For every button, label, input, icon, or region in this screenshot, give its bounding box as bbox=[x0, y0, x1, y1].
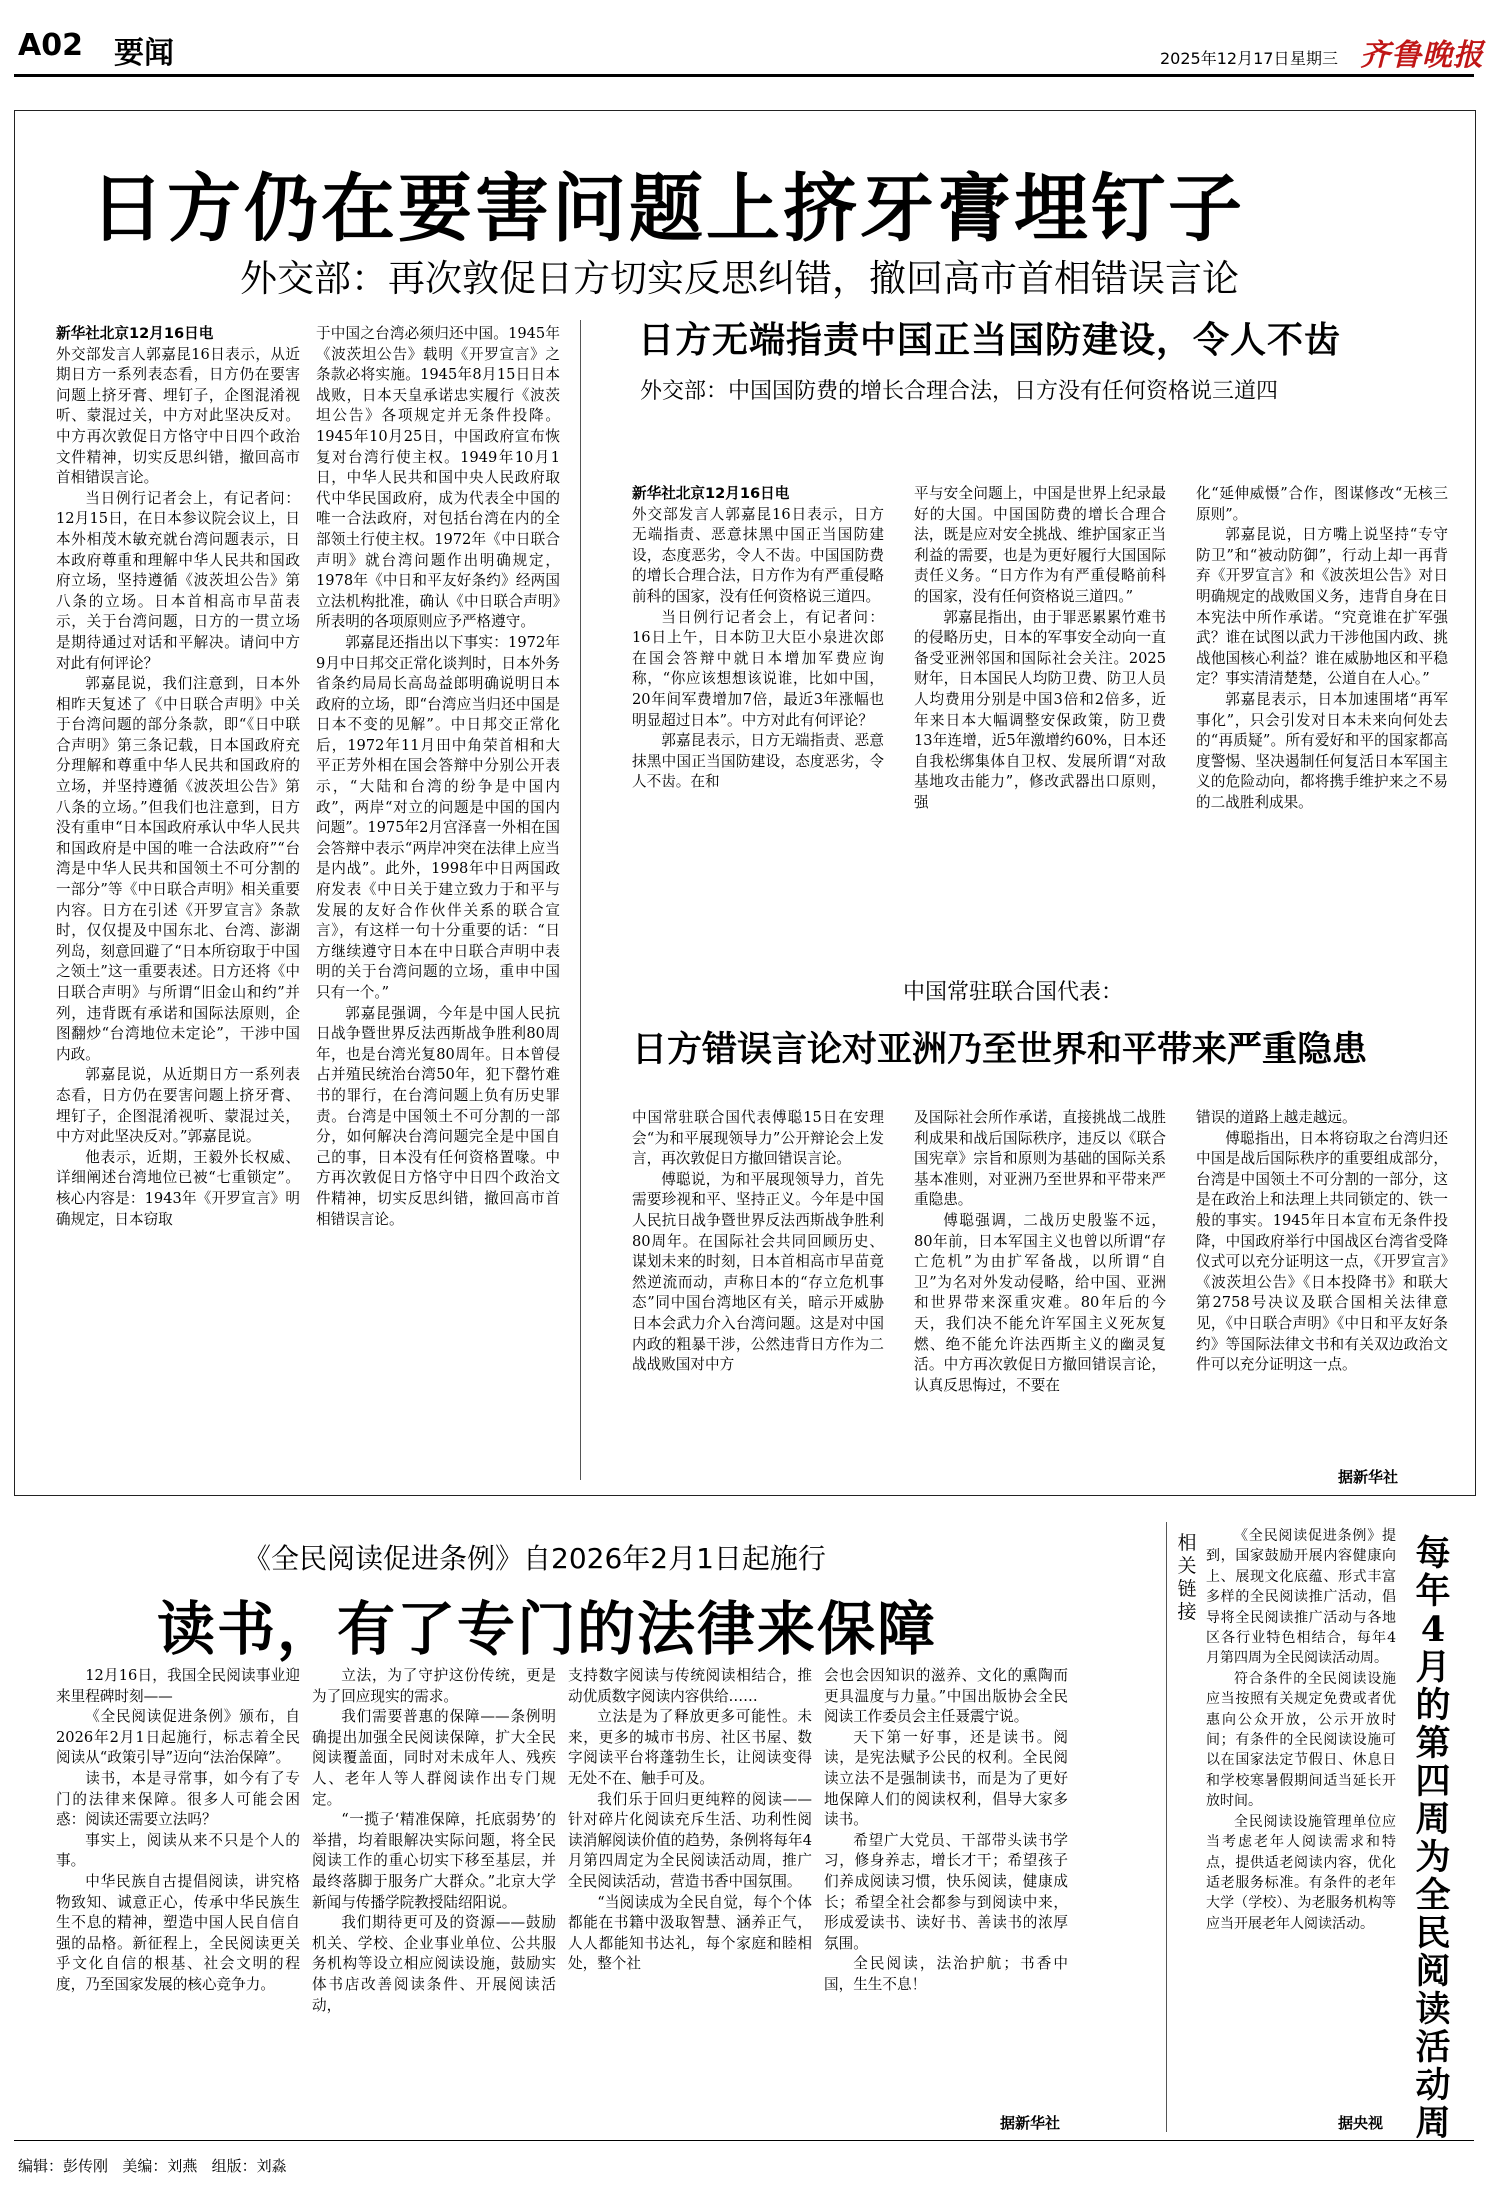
article3-column-2 bbox=[914, 1108, 1166, 1488]
article2-paragraph: 郭嘉昆表示，日本加速围堵“再军事化”，只会引发对日本未来向何处去的“再质疑”。所有爱好和平的国家都高度警惕、坚决遏制任何复活日本军国主义的危险动向，都将携手维护来之不易的二战胜利成果。 bbox=[1196, 690, 1448, 811]
article3-paragraph: 错误的道路上越走越远。 bbox=[1196, 1109, 1357, 1126]
article1-dateline: 新华社北京12月16日电 bbox=[56, 325, 214, 342]
issue-weekday: 星期三 bbox=[1290, 49, 1339, 68]
article4-paragraph: 《全民阅读促进条例》颁布，自2026年2月1日起施行，标志着全民阅读从“政策引导”迈向“法治保障”。 bbox=[56, 1708, 300, 1767]
article4-column-1 bbox=[56, 1666, 300, 2136]
related-link-tag: 相关链接 bbox=[1177, 1532, 1197, 1623]
related-paragraph: 全民阅读设施管理单位应当考虑老年人阅读需求和特点，提供适老阅读内容，优化适老服务标准。有条件的老年大学（学校）、为老服务机构等应当开展老年人阅读活动。 bbox=[1206, 1813, 1396, 1932]
article1-paragraph: 于中国之台湾必须归还中国。1945年《波茨坦公告》载明《开罗宣言》之条款必将实施。1945年8月15日日本战败，日本天皇承诺忠实履行《波茨坦公告》各项规定并无条件投降。1945年10月25日，中国政府宣布恢复对台湾行使主权。1949年10月1日，中华人民共和国中央人民政府取代中华民国政府，成为代表全中国的唯一合法政府，对包括台湾在内的全部领土行使主权。1972年《中日联合声明》就台湾问题作出明确规定，1978年《中日和平友好条约》经两国立法机构批准，确认《中日联合声明》所表明的各项原则应予严格遵守。 bbox=[316, 325, 560, 631]
article2-paragraph: 当日例行记者会上，有记者问：16日上午，日本防卫大臣小泉进次郎在国会答辩中就日本增加军费应询称，“你应该想想该说谁，比如中国，20年间军费增加7倍，最近3年涨幅也明显超过日本”。中方对此有何评论？ bbox=[632, 608, 884, 729]
article2-paragraph: 郭嘉昆说，日方嘴上说坚持“专守防卫”和“被动防御”，行动上却一再背弃《开罗宣言》和《波茨坦公告》对日明确规定的战败国义务，违背自身在日本宪法中所作承诺。“究竟谁在扩军强武？谁在试图以武力干涉他国内政、挑战他国核心利益？谁在威胁地区和平稳定？事实清清楚楚，公道自在人心。” bbox=[1196, 526, 1448, 688]
article4-column-4 bbox=[824, 1666, 1068, 2110]
article3-paragraph: 傅聪强调，二战历史殷鉴不远，80年前，日本军国主义也曾以所谓“存亡危机”为由扩军备战，以所谓“自卫”为名对外发动侵略，给中国、亚洲和世界带来深重灾难。80年后的今天，我们决不能允许军国主义死灰复燃、绝不能允许法西斯主义的幽灵复活。中方再次敦促日方撤回错误言论，认真反思悔过，不要在 bbox=[914, 1211, 1166, 1394]
related-column bbox=[1206, 1526, 1396, 2116]
article4-column-3 bbox=[568, 1666, 812, 2136]
article2-paragraph: 化“延伸威慑”合作，图谋修改“无核三原则”。 bbox=[1196, 485, 1448, 523]
article2-paragraph: 郭嘉昆表示，日方无端指责、恶意抹黑中国正当国防建设，态度恶劣，令人不齿。在和 bbox=[632, 732, 884, 791]
article4-source: 据新华社 bbox=[1000, 2114, 1061, 2132]
article4-paragraph: 12月16日，我国全民阅读事业迎来里程碑时刻—— bbox=[56, 1667, 300, 1705]
article3-source: 据新华社 bbox=[1338, 1468, 1399, 1486]
article1-paragraph: 他表示，近期，王毅外长权威、详细阐述台湾地位已被“七重锁定”。核心内容是：1943年《开罗宣言》明确规定，日本窃取 bbox=[56, 1148, 300, 1228]
article3-paragraph: 中国常驻联合国代表傅聪15日在安理会“为和平展现领导力”公开辩论会上发言，再次敦促日方撤回错误言论。 bbox=[632, 1109, 884, 1168]
article4-paragraph: 立法，为了守护这份传统，更是为了回应现实的需求。 bbox=[312, 1667, 556, 1705]
article4-paragraph: 全民阅读，法治护航；书香中国，生生不息！ bbox=[824, 1955, 1068, 1993]
article4-title: 读书，有了专门的法律来保障 bbox=[157, 1595, 938, 1663]
article3-column-1 bbox=[632, 1108, 884, 1488]
article3-paragraph: 傅聪说，为和平展现领导力，首先需要珍视和平、坚持正义。今年是中国人民抗日战争暨世界反法西斯战争胜利80周年。在国际社会共同回顾历史、谋划未来的时刻，日本首相高市早苗竟然逆流而动，声称日本的“存立危机事态”同中国台湾地区有关，暗示开威胁日本会武力介入台湾问题。这是对中国内政的粗暴干涉，公然违背日方作为二战战败国对中方 bbox=[632, 1170, 884, 1374]
page-number: A02 bbox=[18, 28, 83, 63]
section-name: 要闻 bbox=[114, 36, 174, 71]
related-source: 据央视 bbox=[1338, 2114, 1384, 2132]
related-paragraph: 《全民阅读促进条例》提到，国家鼓励开展内容健康向上、展现文化底蕴、形式丰富多样的全民阅读推广活动，倡导将全民阅读推广活动与各地区各行业特色相结合，每年4月第四周为全民阅读活动周。 bbox=[1206, 1528, 1396, 1667]
footer-rule bbox=[14, 2140, 1474, 2141]
article4-paragraph: 支持数字阅读与传统阅读相结合，推动优质数字阅读内容供给…… bbox=[568, 1667, 812, 1705]
article4-paragraph: 希望广大党员、干部带头读书学习，修身养志，增长才干；希望孩子们养成阅读习惯，快乐阅读，健康成长；希望全社会都参与到阅读中来，形成爱读书、读好书、善读书的浓厚氛围。 bbox=[824, 1831, 1068, 1952]
article4-paragraph: 立法是为了释放更多可能性。未来，更多的城市书房、社区书屋、数字阅读平台将蓬勃生长，让阅读变得无处不在、触手可及。 bbox=[568, 1708, 812, 1787]
footer-art-editor: 美编：刘燕 bbox=[122, 2157, 198, 2175]
article1-subtitle: 外交部：再次敦促日方切实反思纠错，撤回高市首相错误言论 bbox=[240, 257, 1239, 300]
article3-pretitle: 中国常驻联合国代表： bbox=[903, 980, 1124, 1005]
article3-paragraph: 及国际社会所作承诺，直接挑战二战胜利成果和战后国际秩序，违反以《联合国宪章》宗旨和原则为基础的国际关系基本准则，对亚洲乃至世界和平带来严重隐患。 bbox=[914, 1109, 1166, 1209]
masthead-rule bbox=[14, 74, 1474, 77]
article1-paragraph: 郭嘉昆还指出以下事实：1972年9月中日邦交正常化谈判时，日本外务省条约局局长高岛益郎明确说明日本政府的立场，即“台湾应当归还中国是日本不变的见解”。中日邦交正常化后，1972年11月田中角荣首相和大平正芳外相在国会答辩中分别公开表示，“大陆和台湾的纷争是中国内政”，两岸“对立的问题是中国的国内问题”。1975年2月宫泽喜一外相在国会答辩中表示“两岸冲突在法律上应当是内战”。此外，1998年中日两国政府发表《中日关于建立致力于和平与发展的友好合作伙伴关系的联合宣言》，有这样一句十分重要的话：“日方继续遵守日本在中日联合声明中表明的关于台湾问题的立场，重申中国只有一个。” bbox=[316, 633, 560, 1001]
article2-paragraph: 郭嘉昆指出，由于罪恶累累竹难书的侵略历史，日本的军事安全动向一直备受亚洲邻国和国际社会关注。2025财年，日本国民人均防卫费、防卫人员人均费用分别是中国3倍和2倍多，近年来日本大幅调整安保政策，防卫费13年连增，近5年激增约60%，日本还自我松绑集体自卫权、发展所谓“对敌基地攻击能力”，修改武器出口原则，强 bbox=[914, 608, 1166, 811]
paper-logo: 齐鲁晚报 bbox=[1360, 38, 1484, 73]
article2-dateline: 新华社北京12月16日电 bbox=[632, 485, 790, 502]
article1-title: 日方仍在要害问题上挤牙膏埋钉子 bbox=[90, 166, 1245, 252]
article1-paragraph: 郭嘉昆说，我们注意到，日本外相昨天复述了《中日联合声明》中关于台湾问题的部分条款，即“《日中联合声明》第三条记载，日本国政府充分理解和尊重中华人民共和国政府的立场，并坚持遵循《波茨坦公告》第八条的立场。”但我们也注意到，日方没有重申“日本国政府承认中华人民共和国政府是中国的唯一合法政府”“台湾是中华人民共和国领土不可分割的一部分”等《中日联合声明》相关重要内容。日方在引述《开罗宣言》条款时，仅仅提及中国东北、台湾、澎湖列岛，刻意回避了“日本所窃取于中国之领土”这一重要表述。日方还将《中日联合声明》与所谓“旧金山和约”并列，违背既有承诺和国际法原则，企图翻炒“台湾地位未定论”，干涉中国内政。 bbox=[56, 675, 300, 1063]
article4-paragraph: “当阅读成为全民自觉，每个个体都能在书籍中汲取智慧、涵养正气，人人都能知书达礼，每个家庭和睦相处，整个社 bbox=[568, 1893, 812, 1973]
article4-paragraph: “一揽子‘精准保障，托底弱势’的举措，均着眼解决实际问题，将全民阅读工作的重心切实下移至基层，并最终落脚于服务广大群众。”北京大学新闻与传播学院教授陆绍阳说。 bbox=[312, 1811, 556, 1911]
footer-credits bbox=[18, 2155, 287, 2176]
article2-column-3 bbox=[1196, 484, 1448, 924]
article4-subtitle: 《全民阅读促进条例》自2026年2月1日起施行 bbox=[243, 1542, 826, 1575]
footer-layout: 组版：刘淼 bbox=[211, 2157, 287, 2175]
article4-paragraph: 我们乐于回归更纯粹的阅读——针对碎片化阅读充斥生活、功利性阅读消解阅读价值的趋势，条例将每年4月第四周定为全民阅读活动周，推广全民阅读活动，营造书香中国氛围。 bbox=[568, 1790, 812, 1890]
article4-column-2 bbox=[312, 1666, 556, 2136]
article2-title: 日方无端指责中国正当国防建设，令人不齿 bbox=[638, 319, 1342, 361]
article4-paragraph: 事实上，阅读从来不只是个人的事。 bbox=[56, 1831, 300, 1870]
article2-paragraph: 外交部发言人郭嘉昆16日表示，日方无端指责、恶意抹黑中国正当国防建设，态度恶劣，令人不齿。中国国防费的增长合理合法，日方作为有严重侵略前科的国家，没有任何资格说三道四。 bbox=[632, 505, 884, 605]
related-side-title: 每年4月的第四周为全民阅读活动周 bbox=[1415, 1533, 1451, 2144]
article3-paragraph: 傅聪指出，日本将窃取之台湾归还中国是战后国际秩序的重要组成部分，台湾是中国领土不可分割的一部分，这是在政治上和法理上共同锁定的、铁一般的事实。1945年日本宣布无条件投降，中国政府举行中国战区台湾省受降仪式可以充分证明这一点，《开罗宣言》《波茨坦公告》《日本投降书》和联大第2758号决议及联合国相关法律意见，《中日联合声明》《中日和平友好条约》等国际法律文书和有关双边政治文件可以充分证明这一点。 bbox=[1196, 1129, 1448, 1374]
article2-column-2 bbox=[914, 484, 1166, 924]
article4-paragraph: 会也会因知识的滋养、文化的熏陶而更具温度与力量。”中国出版协会全民阅读工作委员会主任聂震宁说。 bbox=[824, 1667, 1068, 1726]
column-divider bbox=[580, 320, 581, 1480]
article1-paragraph: 郭嘉昆强调，今年是中国人民抗日战争暨世界反法西斯战争胜利80周年，也是台湾光复80周年。日本曾侵占并殖民统治台湾50年，犯下罄竹难书的罪行，在台湾问题上负有历史罪责。台湾是中国领土不可分割的一部分，如何解决台湾问题完全是中国自己的事，日本没有任何资格置喙。中方再次敦促日方恪守中日四个政治文件精神，切实反思纠错，撤回高市首相错误言论。 bbox=[316, 1004, 560, 1228]
article4-paragraph: 我们需要普惠的保障——条例明确提出加强全民阅读保障，扩大全民阅读覆盖面，同时对未成年人、残疾人、老年人等人群阅读作出专门规定。 bbox=[312, 1708, 556, 1808]
article1-paragraph: 外交部发言人郭嘉昆16日表示，从近期日方一系列表态看，日方仍在要害问题上挤牙膏、埋钉子，企图混淆视听、蒙混过关，中方对此坚决反对。中方再次敦促日方恪守中日四个政治文件精神，切实反思纠错，撤回高市首相错误言论。 bbox=[56, 345, 300, 487]
issue-date: 2025年12月17日 bbox=[1160, 49, 1290, 68]
sidebar-divider bbox=[1166, 1522, 1167, 2132]
article2-subtitle: 外交部：中国国防费的增长合理合法，日方没有任何资格说三道四 bbox=[640, 379, 1279, 404]
article1-column-2 bbox=[316, 324, 560, 1484]
related-paragraph: 符合条件的全民阅读设施应当按照有关规定免费或者优惠向公众开放，公示开放时间；有条件的全民阅读设施可以在国家法定节假日、休息日和学校寒暑假期间适当延长开放时间。 bbox=[1206, 1670, 1396, 1810]
article1-paragraph: 当日例行记者会上，有记者问：12月15日，在日本参议院会议上，日本外相茂木敏充就台湾问题表示，日本政府尊重和理解中华人民共和国政府立场，坚持遵循《波茨坦公告》第八条的立场。日本首相高市早苗表示，关于台湾问题，日方的一贯立场是期待通过对话和平解决。请问中方对此有何评论？ bbox=[56, 489, 300, 672]
article1-column-1 bbox=[56, 324, 300, 1484]
article4-paragraph: 天下第一好事，还是读书。阅读，是宪法赋予公民的权利。全民阅读立法不是强制读书，而是为了更好地保障人们的阅读权利，倡导大家多读书。 bbox=[824, 1728, 1068, 1829]
article3-title: 日方错误言论对亚洲乃至世界和平带来严重隐患 bbox=[632, 1029, 1368, 1070]
article4-paragraph: 读书，本是寻常事，如今有了专门的法律来保障。很多人可能会困惑：阅读还需要立法吗？ bbox=[56, 1769, 300, 1829]
article2-paragraph: 平与安全问题上，中国是世界上纪录最好的大国。中国国防费的增长合理合法，既是应对安全挑战、维护国家正当利益的需要，也是为更好履行大国国际责任义务。“日方作为有严重侵略前科的国家，没有任何资格说三道四。” bbox=[914, 485, 1166, 605]
article3-column-3 bbox=[1196, 1108, 1448, 1468]
article2-column-1 bbox=[632, 484, 884, 924]
article4-paragraph: 中华民族自古提倡阅读，讲究格物致知、诚意正心，传承中华民族生生不息的精神，塑造中国人民自信自强的品格。新征程上，全民阅读更关乎文化自信的根基、社会文明的程度，乃至国家发展的核心竞争力。 bbox=[56, 1872, 300, 1993]
article4-paragraph: 我们期待更可及的资源——鼓励机关、学校、企业事业单位、公共服务机构等设立相应阅读设施，鼓励实体书店改善阅读条件、开展阅读活动， bbox=[312, 1914, 556, 2014]
article1-paragraph: 郭嘉昆说，从近期日方一系列表态看，日方仍在要害问题上挤牙膏、埋钉子，企图混淆视听、蒙混过关，中方对此坚决反对。”郭嘉昆说。 bbox=[56, 1066, 300, 1146]
footer-editor: 编辑：彭传刚 bbox=[18, 2157, 109, 2175]
